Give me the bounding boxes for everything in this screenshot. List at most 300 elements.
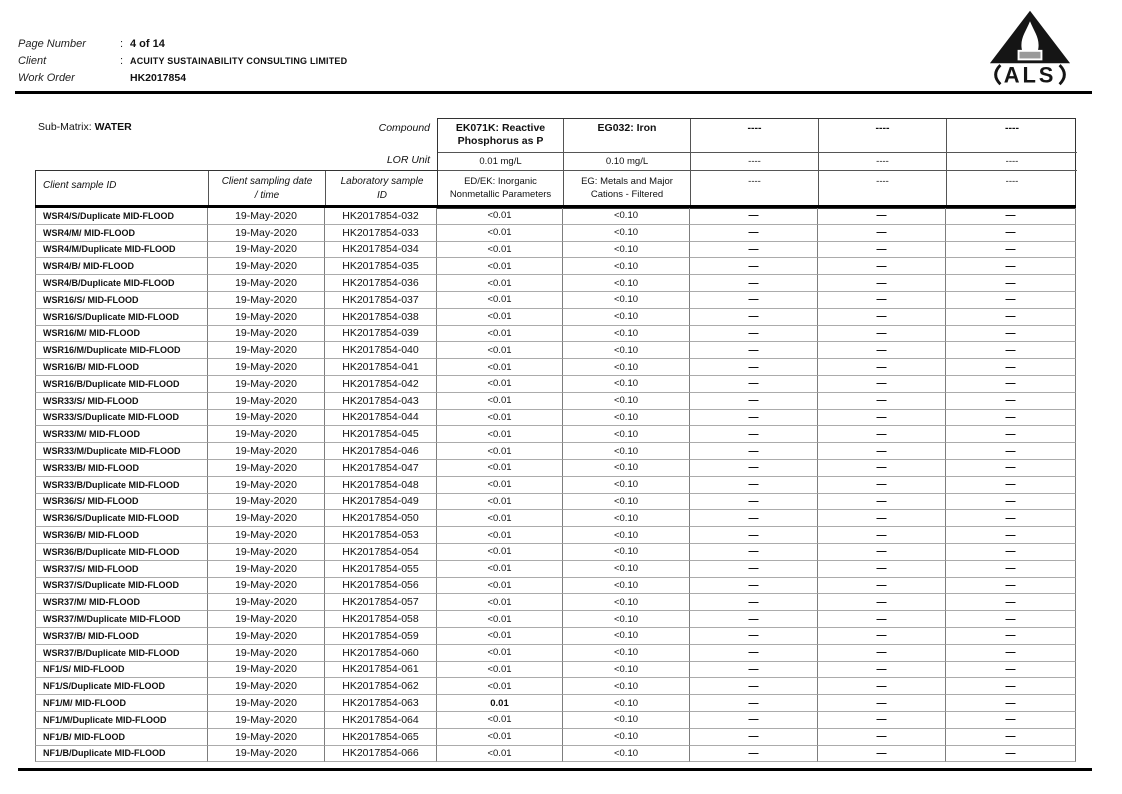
value-cell: <0.01 (437, 561, 563, 578)
value-cell: — (690, 477, 818, 494)
date-cell: 19-May-2020 (208, 393, 325, 410)
value-cell: — (818, 510, 946, 527)
page-number-label: Page Number (18, 38, 86, 50)
value-cell: — (946, 611, 1076, 628)
sub-matrix-label: Sub-Matrix: (38, 121, 92, 133)
value-cell: <0.01 (437, 729, 563, 746)
date-cell: 19-May-2020 (208, 695, 325, 712)
colon: : (120, 55, 124, 67)
value-cell: <0.10 (563, 225, 690, 242)
date-cell: 19-May-2020 (208, 544, 325, 561)
lab-id-cell: HK2017854-060 (325, 645, 437, 662)
compound-lor: ---- (819, 153, 947, 171)
date-cell: 19-May-2020 (208, 443, 325, 460)
compound-name: ---- (691, 119, 819, 153)
value-cell: <0.01 (437, 225, 563, 242)
sample-id-cell: WSR33/S/ MID-FLOOD (35, 393, 208, 410)
date-cell: 19-May-2020 (208, 561, 325, 578)
sample-id-cell: WSR16/S/ MID-FLOOD (35, 292, 208, 309)
data-grid (35, 208, 1076, 762)
table-row (35, 309, 1076, 326)
table-row (35, 410, 1076, 427)
value-cell: <0.10 (563, 611, 690, 628)
value-cell: — (690, 510, 818, 527)
table-row (35, 695, 1076, 712)
lab-id-cell: HK2017854-064 (325, 712, 437, 729)
date-cell: 19-May-2020 (208, 594, 325, 611)
sample-id-cell: WSR33/B/ MID-FLOOD (35, 460, 208, 477)
compound-method: ---- (1005, 176, 1019, 187)
client-value: ACUITY SUSTAINABILITY CONSULTING LIMITED (130, 56, 348, 66)
compound-lor: ---- (691, 153, 819, 171)
value-cell: <0.01 (437, 628, 563, 645)
lab-id-cell: HK2017854-055 (325, 561, 437, 578)
value-cell: — (690, 426, 818, 443)
date-cell: 19-May-2020 (208, 662, 325, 679)
date-cell: 19-May-2020 (208, 494, 325, 511)
table-row (35, 376, 1076, 393)
value-cell: — (690, 695, 818, 712)
value-cell: <0.01 (437, 258, 563, 275)
sample-id-cell: WSR37/S/ MID-FLOOD (35, 561, 208, 578)
value-cell: — (818, 544, 946, 561)
meta-row-client (18, 55, 347, 72)
value-cell: — (818, 746, 946, 763)
value-cell: <0.10 (563, 410, 690, 427)
value-cell: — (818, 393, 946, 410)
lab-id-cell: HK2017854-047 (325, 460, 437, 477)
date-cell: 19-May-2020 (208, 477, 325, 494)
date-cell: 19-May-2020 (208, 628, 325, 645)
value-cell: — (818, 477, 946, 494)
value-cell: <0.01 (437, 662, 563, 679)
value-cell: — (818, 578, 946, 595)
value-cell: — (818, 275, 946, 292)
value-cell: <0.10 (563, 326, 690, 343)
value-cell: <0.01 (437, 426, 563, 443)
value-cell: — (690, 611, 818, 628)
date-cell: 19-May-2020 (208, 678, 325, 695)
date-cell: 19-May-2020 (208, 342, 325, 359)
value-cell: <0.01 (437, 376, 563, 393)
table-row (35, 746, 1076, 763)
value-cell: — (818, 309, 946, 326)
value-cell: <0.10 (563, 494, 690, 511)
value-cell: — (946, 729, 1076, 746)
sample-id-cell: WSR33/B/Duplicate MID-FLOOD (35, 477, 208, 494)
header-line: Client sampling date (221, 176, 313, 187)
date-cell: 19-May-2020 (208, 578, 325, 595)
compound-name: EK071K: Reactive Phosphorus as P (438, 119, 564, 153)
lab-id-cell: HK2017854-037 (325, 292, 437, 309)
value-cell: <0.10 (563, 393, 690, 410)
value-cell: <0.01 (437, 309, 563, 326)
value-cell: — (690, 443, 818, 460)
table-row (35, 561, 1076, 578)
date-cell: 19-May-2020 (208, 460, 325, 477)
sample-id-cell: WSR37/M/Duplicate MID-FLOOD (35, 611, 208, 628)
value-cell: <0.01 (437, 326, 563, 343)
value-cell: — (690, 258, 818, 275)
value-cell: <0.01 (437, 292, 563, 309)
sample-id-cell: NF1/M/ MID-FLOOD (35, 695, 208, 712)
date-cell: 19-May-2020 (208, 426, 325, 443)
colon: : (120, 38, 124, 50)
value-cell: <0.01 (437, 443, 563, 460)
value-cell: — (818, 729, 946, 746)
table-row (35, 527, 1076, 544)
value-cell: — (818, 359, 946, 376)
compound-method: ---- (819, 171, 947, 208)
sample-id-cell: NF1/B/ MID-FLOOD (35, 729, 208, 746)
value-cell: <0.10 (563, 376, 690, 393)
value-cell: <0.10 (563, 695, 690, 712)
value-cell: <0.10 (563, 292, 690, 309)
value-cell: <0.01 (437, 527, 563, 544)
page-number-value: 4 of 14 (130, 38, 165, 50)
value-cell: — (690, 460, 818, 477)
value-cell: — (818, 494, 946, 511)
work-order-value: HK2017854 (130, 72, 187, 84)
value-cell: — (690, 628, 818, 645)
compound-row-label: Compound (378, 122, 430, 134)
date-cell: 19-May-2020 (208, 611, 325, 628)
value-cell: <0.01 (437, 645, 563, 662)
table-row (35, 594, 1076, 611)
header-line: Client sample ID (43, 180, 117, 191)
value-cell: <0.10 (563, 746, 690, 763)
value-cell: — (946, 208, 1076, 225)
value-cell: — (946, 292, 1076, 309)
compound-lor: 0.01 mg/L (438, 153, 564, 171)
value-cell: — (690, 208, 818, 225)
sample-id-cell: WSR16/B/ MID-FLOOD (35, 359, 208, 376)
sample-id-cell: WSR4/B/Duplicate MID-FLOOD (35, 275, 208, 292)
sample-id-cell: WSR37/B/Duplicate MID-FLOOD (35, 645, 208, 662)
lab-id-cell: HK2017854-050 (325, 510, 437, 527)
value-cell: <0.01 (437, 460, 563, 477)
value-cell: — (946, 712, 1076, 729)
value-cell: — (818, 662, 946, 679)
value-cell: — (946, 494, 1076, 511)
date-cell: 19-May-2020 (208, 712, 325, 729)
footer-rule (18, 768, 1092, 771)
value-cell: <0.10 (563, 578, 690, 595)
value-cell: — (946, 225, 1076, 242)
lor-row-label: LOR Unit (386, 154, 430, 166)
date-cell: 19-May-2020 (208, 258, 325, 275)
value-cell: — (946, 695, 1076, 712)
header-line: ID (377, 190, 387, 201)
sample-id-cell: NF1/M/Duplicate MID-FLOOD (35, 712, 208, 729)
sample-id-cell: WSR36/S/Duplicate MID-FLOOD (35, 510, 208, 527)
client-sample-id-header (36, 171, 209, 206)
value-cell: <0.10 (563, 662, 690, 679)
sample-id-cell: WSR16/M/ MID-FLOOD (35, 326, 208, 343)
value-cell: — (690, 359, 818, 376)
value-cell: <0.01 (437, 578, 563, 595)
als-logo-icon (988, 8, 1072, 86)
compound-lor: ---- (947, 153, 1077, 171)
sample-id-cell: WSR4/S/Duplicate MID-FLOOD (35, 208, 208, 225)
value-cell: — (690, 410, 818, 427)
value-cell: <0.10 (563, 460, 690, 477)
value-cell: <0.10 (563, 712, 690, 729)
meta-row-work-order (18, 72, 347, 89)
value-cell: — (690, 712, 818, 729)
value-cell: — (818, 208, 946, 225)
sample-id-cell: WSR16/B/Duplicate MID-FLOOD (35, 376, 208, 393)
table-row (35, 242, 1076, 259)
value-cell: — (946, 443, 1076, 460)
date-cell: 19-May-2020 (208, 242, 325, 259)
value-cell: — (946, 645, 1076, 662)
value-cell: <0.10 (563, 258, 690, 275)
table-row (35, 258, 1076, 275)
value-cell: <0.10 (563, 275, 690, 292)
date-cell: 19-May-2020 (208, 208, 325, 225)
date-cell: 19-May-2020 (208, 225, 325, 242)
value-cell: — (818, 258, 946, 275)
value-cell: — (818, 712, 946, 729)
date-cell: 19-May-2020 (208, 510, 325, 527)
value-cell: <0.10 (563, 527, 690, 544)
value-cell: — (946, 527, 1076, 544)
value-cell: <0.10 (563, 359, 690, 376)
lab-id-cell: HK2017854-036 (325, 275, 437, 292)
sample-id-cell: WSR4/M/ MID-FLOOD (35, 225, 208, 242)
value-cell: — (690, 561, 818, 578)
table-row (35, 359, 1076, 376)
value-cell: — (690, 594, 818, 611)
value-cell: — (818, 695, 946, 712)
value-cell: — (690, 275, 818, 292)
value-cell: <0.01 (437, 611, 563, 628)
value-cell: — (818, 678, 946, 695)
table-row (35, 712, 1076, 729)
lab-id-cell: HK2017854-039 (325, 326, 437, 343)
value-cell: <0.10 (563, 645, 690, 662)
value-cell: — (946, 594, 1076, 611)
date-cell: 19-May-2020 (208, 275, 325, 292)
lab-id-cell: HK2017854-062 (325, 678, 437, 695)
lab-id-cell: HK2017854-058 (325, 611, 437, 628)
value-cell: <0.10 (563, 208, 690, 225)
lab-id-cell: HK2017854-065 (325, 729, 437, 746)
sample-id-cell: NF1/S/ MID-FLOOD (35, 662, 208, 679)
lab-id-cell: HK2017854-059 (325, 628, 437, 645)
header-line: / time (254, 190, 280, 201)
value-cell: <0.10 (563, 477, 690, 494)
value-cell: <0.10 (563, 678, 690, 695)
value-cell: <0.01 (437, 746, 563, 763)
table-row (35, 275, 1076, 292)
table-row (35, 544, 1076, 561)
sample-id-cell: WSR37/S/Duplicate MID-FLOOD (35, 578, 208, 595)
value-cell: — (946, 376, 1076, 393)
compound-name: ---- (947, 119, 1077, 153)
sample-id-cell: WSR4/B/ MID-FLOOD (35, 258, 208, 275)
lab-id-cell: HK2017854-032 (325, 208, 437, 225)
lab-id-cell: HK2017854-056 (325, 578, 437, 595)
client-label: Client (18, 55, 47, 67)
value-cell: — (946, 275, 1076, 292)
table-row (35, 225, 1076, 242)
sample-id-cell: WSR33/M/Duplicate MID-FLOOD (35, 443, 208, 460)
value-cell: — (818, 443, 946, 460)
date-cell: 19-May-2020 (208, 376, 325, 393)
lab-id-cell: HK2017854-043 (325, 393, 437, 410)
lab-id-cell: HK2017854-049 (325, 494, 437, 511)
sample-id-cell: WSR16/S/Duplicate MID-FLOOD (35, 309, 208, 326)
value-cell: — (818, 594, 946, 611)
compound-name: EG032: Iron (564, 119, 691, 153)
als-logo (988, 8, 1072, 91)
value-cell: — (690, 729, 818, 746)
table-row (35, 342, 1076, 359)
value-cell: — (946, 544, 1076, 561)
value-cell: — (818, 326, 946, 343)
value-cell: — (690, 544, 818, 561)
value-cell: — (690, 242, 818, 259)
value-cell: — (818, 342, 946, 359)
value-cell: <0.01 (437, 359, 563, 376)
date-cell: 19-May-2020 (208, 309, 325, 326)
value-cell: <0.01 (437, 275, 563, 292)
value-cell: — (818, 225, 946, 242)
table-row (35, 729, 1076, 746)
value-cell: <0.10 (563, 628, 690, 645)
value-cell: — (690, 376, 818, 393)
date-cell: 19-May-2020 (208, 746, 325, 763)
table-row (35, 443, 1076, 460)
value-cell: <0.10 (563, 426, 690, 443)
meta-row-page-number (18, 38, 347, 55)
value-cell: — (946, 678, 1076, 695)
table-row (35, 494, 1076, 511)
value-cell: <0.01 (437, 410, 563, 427)
lab-id-cell: HK2017854-057 (325, 594, 437, 611)
lab-id-cell: HK2017854-045 (325, 426, 437, 443)
value-cell: <0.01 (437, 494, 563, 511)
value-cell: — (690, 662, 818, 679)
value-cell: — (946, 460, 1076, 477)
value-cell: — (946, 662, 1076, 679)
value-cell: — (946, 258, 1076, 275)
value-cell: — (818, 527, 946, 544)
value-cell: <0.01 (437, 477, 563, 494)
table-row (35, 678, 1076, 695)
value-cell: — (690, 292, 818, 309)
sample-id-cell: WSR33/S/Duplicate MID-FLOOD (35, 410, 208, 427)
value-cell: <0.01 (437, 342, 563, 359)
lab-id-cell: HK2017854-066 (325, 746, 437, 763)
lab-id-cell: HK2017854-035 (325, 258, 437, 275)
value-cell: — (818, 460, 946, 477)
value-cell: <0.01 (437, 510, 563, 527)
table-row (35, 611, 1076, 628)
value-cell: — (690, 494, 818, 511)
value-cell: <0.01 (437, 544, 563, 561)
table-row (35, 460, 1076, 477)
value-cell: <0.10 (563, 544, 690, 561)
compound-name: ---- (819, 119, 947, 153)
value-cell: 0.01 (437, 695, 563, 712)
compound-header (437, 118, 1076, 209)
value-cell: <0.10 (563, 510, 690, 527)
header-rule (15, 91, 1092, 94)
value-cell: <0.01 (437, 678, 563, 695)
value-cell: — (690, 578, 818, 595)
date-cell: 19-May-2020 (208, 359, 325, 376)
value-cell: <0.10 (563, 342, 690, 359)
lab-id-cell: HK2017854-040 (325, 342, 437, 359)
sample-id-cell: WSR36/B/ MID-FLOOD (35, 527, 208, 544)
value-cell: — (818, 426, 946, 443)
header-line: Laboratory sample (340, 176, 424, 187)
value-cell: — (690, 746, 818, 763)
value-cell: — (818, 611, 946, 628)
lab-id-cell: HK2017854-033 (325, 225, 437, 242)
lab-id-cell: HK2017854-054 (325, 544, 437, 561)
date-cell: 19-May-2020 (208, 326, 325, 343)
value-cell: — (690, 645, 818, 662)
sample-id-cell: WSR36/S/ MID-FLOOD (35, 494, 208, 511)
table-row (35, 477, 1076, 494)
lab-id-cell: HK2017854-063 (325, 695, 437, 712)
compound-method: ED/EK: Inorganic Nonmetallic Parameters (438, 171, 564, 208)
sample-id-cell: NF1/B/Duplicate MID-FLOOD (35, 746, 208, 763)
table-row (35, 578, 1076, 595)
lab-id-cell: HK2017854-041 (325, 359, 437, 376)
lab-id-cell: HK2017854-042 (325, 376, 437, 393)
value-cell: — (946, 393, 1076, 410)
lab-id-cell: HK2017854-061 (325, 662, 437, 679)
value-cell: — (818, 410, 946, 427)
sample-columns-header (35, 170, 437, 207)
date-cell: 19-May-2020 (208, 527, 325, 544)
value-cell: <0.10 (563, 561, 690, 578)
value-cell: — (946, 359, 1076, 376)
value-cell: — (690, 326, 818, 343)
sample-id-cell: WSR37/B/ MID-FLOOD (35, 628, 208, 645)
value-cell: <0.10 (563, 309, 690, 326)
value-cell: <0.10 (563, 443, 690, 460)
laboratory-sample-id-header (326, 171, 438, 206)
date-cell: 19-May-2020 (208, 292, 325, 309)
value-cell: — (946, 342, 1076, 359)
value-cell: — (946, 410, 1076, 427)
sub-matrix (38, 121, 132, 133)
lab-id-cell: HK2017854-046 (325, 443, 437, 460)
sample-id-cell: WSR16/M/Duplicate MID-FLOOD (35, 342, 208, 359)
value-cell: — (818, 561, 946, 578)
value-cell: — (946, 426, 1076, 443)
value-cell: — (946, 561, 1076, 578)
table-row (35, 662, 1076, 679)
value-cell: <0.01 (437, 242, 563, 259)
value-cell: — (946, 510, 1076, 527)
value-cell: <0.01 (437, 208, 563, 225)
value-cell: <0.01 (437, 712, 563, 729)
sample-id-cell: WSR36/B/Duplicate MID-FLOOD (35, 544, 208, 561)
table-row (35, 628, 1076, 645)
value-cell: <0.10 (563, 242, 690, 259)
lab-id-cell: HK2017854-048 (325, 477, 437, 494)
value-cell: — (946, 326, 1076, 343)
compound-method: EG: Metals and Major Cations - Filtered (564, 171, 691, 208)
value-cell: — (690, 527, 818, 544)
